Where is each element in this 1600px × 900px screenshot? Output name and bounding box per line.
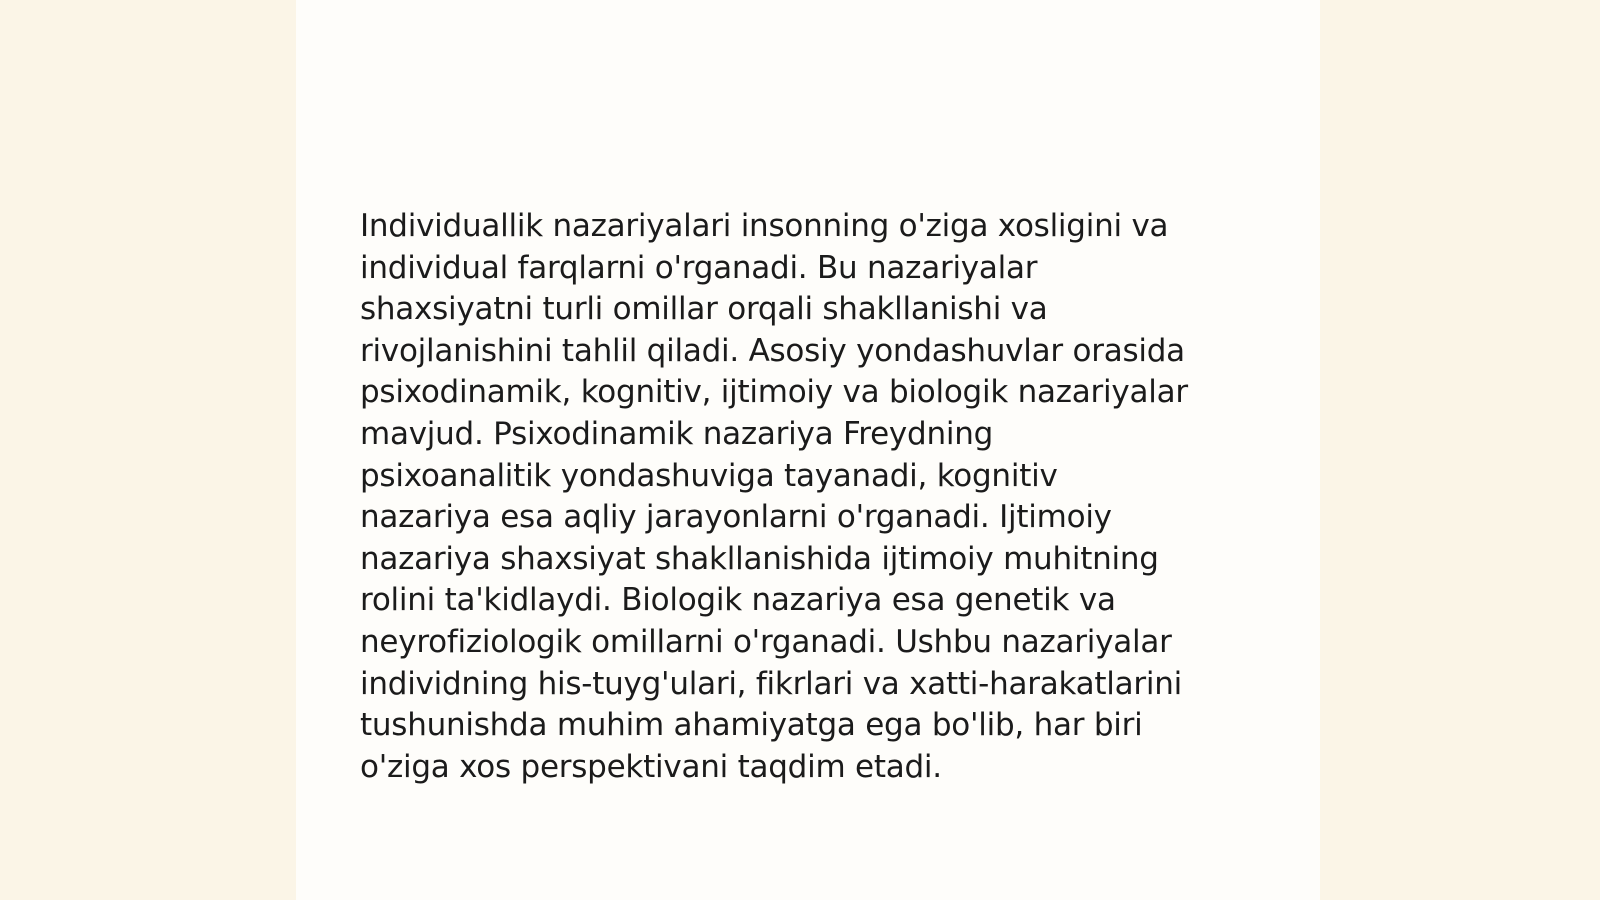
- paragraph-line: nazariya shaxsiyat shakllanishida ijtimoiy muhitning: [360, 540, 1159, 577]
- paragraph-line: rolini ta'kidlaydi. Biologik nazariya esa genetik va: [360, 582, 1116, 619]
- paragraph-line: Individuallik nazariyalari insonning o'ziga xosligini va: [360, 208, 1169, 244]
- paragraph-line: psixodinamik, kognitiv, ijtimoiy va biologik nazariyalar: [360, 374, 1188, 411]
- right-margin-background: [1320, 0, 1600, 900]
- paragraph-line: mavjud. Psixodinamik nazariya Freydning: [360, 415, 994, 452]
- document-page: [296, 0, 1320, 900]
- paragraph-line: neyrofiziologik omillarni o'rganadi. Ushbu nazariyalar: [360, 623, 1172, 660]
- left-margin-background: [0, 0, 296, 900]
- paragraph-line: tushunishda muhim ahamiyatga ega bo'lib, har biri: [360, 707, 1143, 744]
- paragraph-line: shaxsiyatni turli omillar orqali shakllanishi va: [360, 291, 1048, 328]
- paragraph-line: individning his-tuyg'ulari, fikrlari va xatti-harakatlarini: [360, 665, 1183, 702]
- paragraph-line: nazariya esa aqliy jarayonlarni o'rganadi. Ijtimoiy: [360, 499, 1112, 536]
- paragraph-line: individual farqlarni o'rganadi. Bu nazariyalar: [360, 249, 1038, 286]
- paragraph-line: rivojlanishini tahlil qiladi. Asosiy yondashuvlar orasida: [360, 332, 1185, 369]
- paragraph-line: psixoanalitik yondashuviga tayanadi, kognitiv: [360, 457, 1058, 494]
- body-paragraph: [360, 206, 1260, 788]
- paragraph-line: o'ziga xos perspektivani taqdim etadi.: [360, 748, 942, 785]
